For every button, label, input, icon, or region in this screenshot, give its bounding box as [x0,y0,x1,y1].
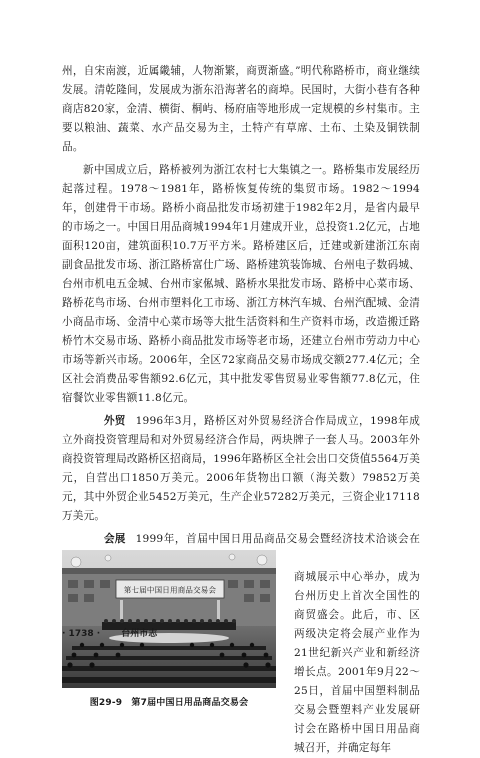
figure-caption: 图29-9 第7届中国日用品商品交易会 [89,698,249,708]
paragraph-markets: 新中国成立后，路桥被列为浙江农村七大集镇之一。路桥集市发展经历起落过程。1978～1981年，路桥恢复传统的集贸市场。1982～1994年，创建骨干市场。路桥小商品批发市场初建于1982年2月，是省内最早的市场之一。中国日用品商城1994年1月建成开业，总投资1.2亿元，占地面积120亩，建筑面积10.7万平方米。路桥建区后，迁建或新建浙江东南副食品批发市场、浙江路桥富仕广场、路桥建筑装饰城、台州电子数码城、台州市机电五金城、台州市家俬城、路桥水果批发市场、路桥中心菜市场、路桥花鸟市场、台州市塑料化工市场、浙江方林汽车城、台州汽配城、金清小商品市场、金清中心菜市场等大批生活资料和生产资料市场，改造搬迁路桥竹木交易市场、路桥小商品批发市场等老市场，还建立台州市劳动力中心市场等新兴市场。2006年，全区72家商品交易市场成交额277.4亿元；全区社会消费品零售额92.6亿元，其中批发零售贸易业零售额77.8亿元，住宿餐饮业零售额11.8亿元。 [62,164,420,404]
foreign-trade-text: 1996年3月，路桥区对外贸易经济合作局成立，1998年成立外商投资管理局和对外贸易经济合作局，两块牌子一套人马。2003年外商投资管理局改路桥区招商局，1996年路桥区全社会出口交货值5564万美元，自营出口1850万美元。2006年货物出口额（海关数）79852万美元，其中外贸企业5452万美元，生产企业57282万美元，三资企业17118万美元。 [62,415,420,522]
exhibition-text-column: 商城展示中心举办，成为台州历史上首次全国性的商贸盛会。此后，市、区两级决定将会展产业作为21世纪新兴产业和新经济增长点。2001年9月22～25日，首届中国塑料制品交易会暨塑料产业发展研讨会在路桥中国日用品商城召开，并确定每年 [294,571,420,754]
paragraph-foreign-trade [62,412,420,526]
exhibition-section [62,530,420,758]
section-heading-exhibition: 会展 [104,533,126,545]
expo-photo [62,550,276,688]
exhibition-first-line-text: 1999年，首届中国日用品商品交易会暨经济技术洽谈会在 [135,533,420,545]
page-number: · 1738 · [62,629,101,639]
page-footer [62,626,175,639]
book-title: 台州市志 [121,629,158,639]
expo-photo-illustration [62,550,276,688]
section-heading-foreign-trade: 外贸 [104,415,126,427]
paragraph-history: 州，自宋南渡，近属畿辅，人物渐繁，商贾渐盛。”明代称路桥市，商业继续发展。清乾隆间，发展成为浙东沿海著名的商埠。民国时，大街小巷有各种商店820家，金清、横街、桐屿、杨府庙等地形成一定规模的乡村集市。主要以粮油、蔬菜、水产品交易为主，土特产有草席、土布、土染及铜铁制品。 [62,65,420,153]
expo-banner-text: 第七届中国日用商品交易会 [123,585,217,595]
